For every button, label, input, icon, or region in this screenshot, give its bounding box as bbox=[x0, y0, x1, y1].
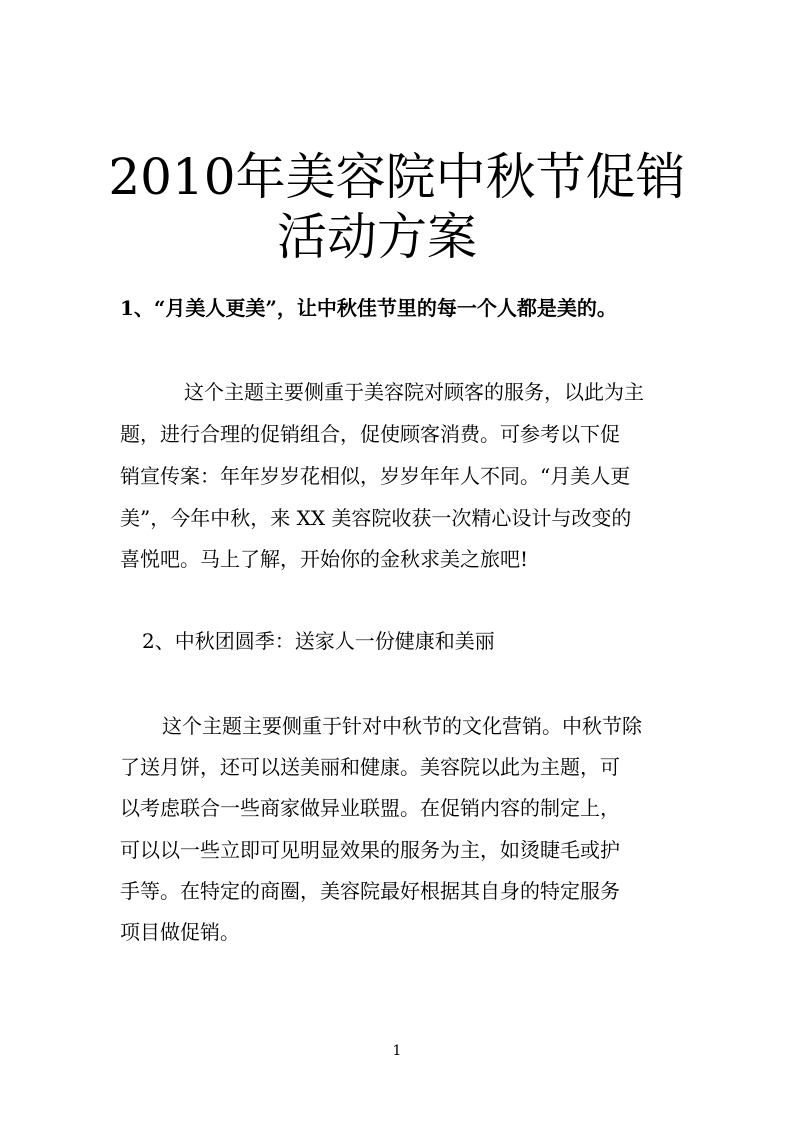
section-1-line-2: 题，进行合理的促销组合，促使顾客消费。可参考以下促 bbox=[120, 422, 620, 446]
section-2-line-3: 以考虑联合一些商家做异业联盟。在促销内容的制定上， bbox=[120, 796, 620, 820]
section-2-heading: 2、中秋团圆季：送家人一份健康和美丽 bbox=[142, 629, 495, 653]
section-2-line-5: 手等。在特定的商圈，美容院最好根据其自身的特定服务 bbox=[120, 879, 620, 903]
section-2-line-1: 这个主题主要侧重于针对中秋节的文化营销。中秋节除 bbox=[162, 714, 642, 738]
document-title-line-1: 2010年美容院中秋节促销 bbox=[108, 148, 686, 206]
section-1-heading: 1、“月美人更美”，让中秋佳节里的每一个人都是美的。 bbox=[120, 296, 617, 320]
section-1-line-4: 美”，今年中秋，来 XX 美容院收获一次精心设计与改变的 bbox=[120, 506, 632, 530]
document-title-line-2: 活动方案 bbox=[277, 208, 477, 266]
section-1-line-1: 这个主题主要侧重于美容院对顾客的服务，以此为主 bbox=[184, 380, 644, 404]
section-1-line-3: 销宣传案：年年岁岁花相似，岁岁年年人不同。“月美人更 bbox=[120, 464, 631, 488]
page-number: 1 bbox=[392, 1043, 402, 1059]
section-2-line-4: 可以以一些立即可见明显效果的服务为主，如烫睫毛或护 bbox=[120, 838, 620, 862]
section-1-line-5: 喜悦吧。马上了解，开始你的金秋求美之旅吧! bbox=[120, 547, 529, 571]
section-2-line-2: 了送月饼，还可以送美丽和健康。美容院以此为主题，可 bbox=[120, 755, 620, 779]
section-2-line-6: 项目做促销。 bbox=[120, 920, 240, 944]
